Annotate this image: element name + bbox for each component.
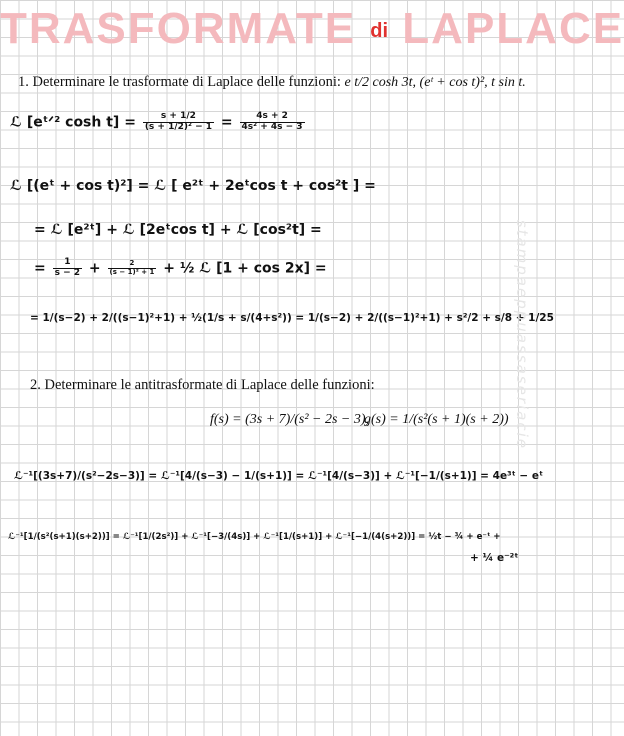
ex2-line-1: ℒ⁻¹[(3s+7)/(s²−2s−3)] = ℒ⁻¹[4/(s−3) − 1/(s+1)] = ℒ⁻¹[4/(s−3)] + ℒ⁻¹[−1/(s+1)] = 4e³ᵗ − eᵗ [14,470,544,482]
ex1-line-1-fraction-1 [143,112,214,133]
exercise-2-g-definition: g(s) = 1/(s²(s + 1)(s + 2)) [364,412,509,427]
ex1-line-1-eq: = [220,114,233,131]
ex1-line-4-plus: + [88,260,101,277]
exercise-2-f-definition: f(s) = (3s + 7)/(s² − 2s − 3), [210,412,370,427]
fraction-numerator: 4s + 2 [240,112,305,123]
fraction-numerator: s + 1/2 [143,112,214,123]
fraction-denominator: (s + 1/2)² − 1 [144,121,213,132]
ex1-line-4-fraction-2 [108,260,157,276]
ex1-line-4-eq: = [34,260,46,277]
ex1-line-1-fraction-2 [240,112,305,133]
ex1-line-4 [34,258,327,279]
ex1-line-5: = 1/(s−2) + 2/((s−1)²+1) + ½(1/s + s/(4+s²)) = 1/(s−2) + 2/((s−1)²+1) + s²/2 + s/8 + 1/25 [30,312,554,324]
fraction-denominator: (s − 1)² + 1 [109,267,155,276]
fraction-numerator: 2 [108,260,157,269]
fraction-numerator: 1 [53,258,82,269]
fraction-denominator: s − 2 [54,267,81,278]
page-title [0,4,624,54]
ex1-line-4-fraction-1 [53,258,82,279]
ex1-line-3: = ℒ [e²ᵗ] + ℒ [2eᵗcos t] + ℒ [cos²t] = [34,222,322,238]
exercise-1-text: 1. Determinare le trasformate di Laplace delle funzioni: [18,74,341,90]
ex2-line-2a: ℒ⁻¹[1/(s²(s+1)(s+2))] = ℒ⁻¹[1/(2s²)] + ℒ⁻¹[−3/(4s)] + ℒ⁻¹[1/(s+1)] + ℒ⁻¹[−1/(4(s+2))] = ½t − ¾ + e⁻ᵗ + [8,532,501,542]
title-part-2: LAPLACE [402,4,624,53]
watermark: stampaeppuassaseriacie [513,219,531,450]
ex1-line-1 [10,112,307,133]
title-part-1: TRASFORMATE [0,4,357,53]
ex1-line-1-lhs: ℒ [eᵗᐟ² cosh t] = [10,114,136,131]
ex1-line-2: ℒ [(eᵗ + cos t)²] = ℒ [ e²ᵗ + 2eᵗcos t + cos²t ] = [10,178,376,194]
fraction-denominator: 4s² + 4s − 3 [241,121,303,132]
ex1-line-4-rest: + ½ ℒ [1 + cos 2x] = [163,260,327,277]
exercise-1-statement [18,74,526,91]
ex2-line-2b: + ¼ e⁻²ᵗ [470,552,519,564]
title-connector: di [370,19,389,42]
exercise-2-statement: 2. Determinare le antitrasformate di Laplace delle funzioni: [30,377,375,393]
exercise-1-functions: e t/2 cosh 3t, (eᵗ + cos t)², t sin t. [344,75,526,90]
